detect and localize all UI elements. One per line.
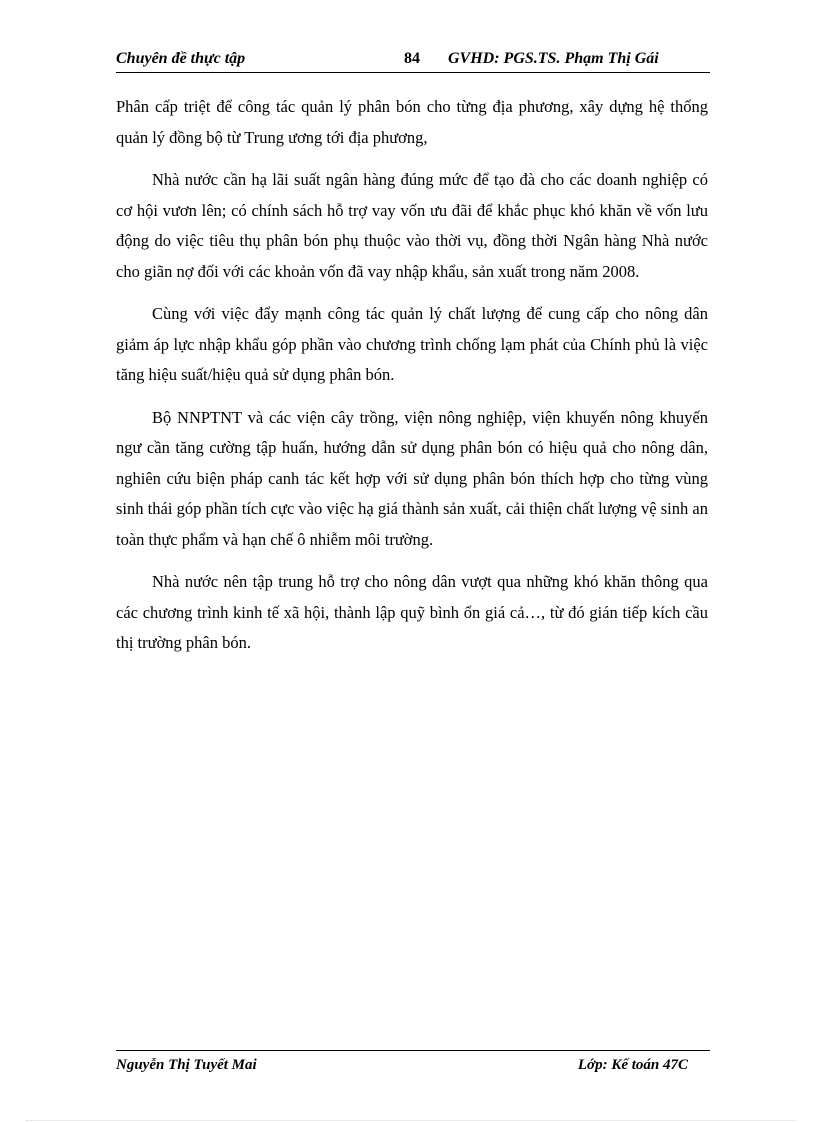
header-supervisor: GVHD: PGS.TS. Phạm Thị Gái xyxy=(448,50,659,67)
page-number: 84 xyxy=(404,50,420,67)
paragraph-2: Nhà nước cần hạ lãi suất ngân hàng đúng mức để tạo đà cho các doanh nghiệp có cơ hội vươn lên; có chính sách hỗ trợ vay vốn ưu đãi để khắc phục khó khăn về vốn lưu động do việc tiêu thụ phân bón phụ thuộc vào thời vụ, đồng thời Ngân hàng Nhà nước cho giãn nợ đối với các khoản vốn đã vay nhập khẩu, sản xuất trong năm 2008. xyxy=(116,170,708,281)
page-header xyxy=(116,48,710,73)
footer-author: Nguyễn Thị Tuyết Mai xyxy=(116,1057,257,1073)
paragraph-3: Cùng với việc đẩy mạnh công tác quản lý chất lượng để cung cấp cho nông dân giảm áp lực nhập khẩu góp phần vào chương trình chống lạm phát của Chính phủ là việc tăng hiệu suất/hiệu quả sử dụng phân bón. xyxy=(116,304,708,384)
document-body xyxy=(116,92,708,671)
paragraph-4: Bộ NNPTNT và các viện cây trồng, viện nông nghiệp, viện khuyến nông khuyến ngư cần tăng cường tập huấn, hướng dẫn sử dụng phân bón có hiệu quả cho nông dân, nghiên cứu biện pháp canh tác kết hợp với sử dụng phân bón thích hợp cho từng vùng sinh thái góp phần tích cực vào việc hạ giá thành sản xuất, cải thiện chất lượng vệ sinh an toàn thực phẩm và hạn chế ô nhiễm môi trường. xyxy=(116,407,708,549)
footer-class: Lớp: Kế toán 47C xyxy=(577,1057,688,1073)
page-edge-divider xyxy=(26,1120,796,1121)
header-title: Chuyên đề thực tập xyxy=(116,50,246,67)
paragraph-1: Phân cấp triệt để công tác quản lý phân bón cho từng địa phương, xây dựng hệ thống quản lý đồng bộ từ Trung ương tới địa phương, xyxy=(116,97,708,147)
page-footer xyxy=(116,1050,710,1081)
paragraph-5: Nhà nước nên tập trung hỗ trợ cho nông dân vượt qua những khó khăn thông qua các chương trình kinh tế xã hội, thành lập quỹ bình ổn giá cả…, từ đó gián tiếp kích cầu thị trường phân bón. xyxy=(116,572,708,652)
